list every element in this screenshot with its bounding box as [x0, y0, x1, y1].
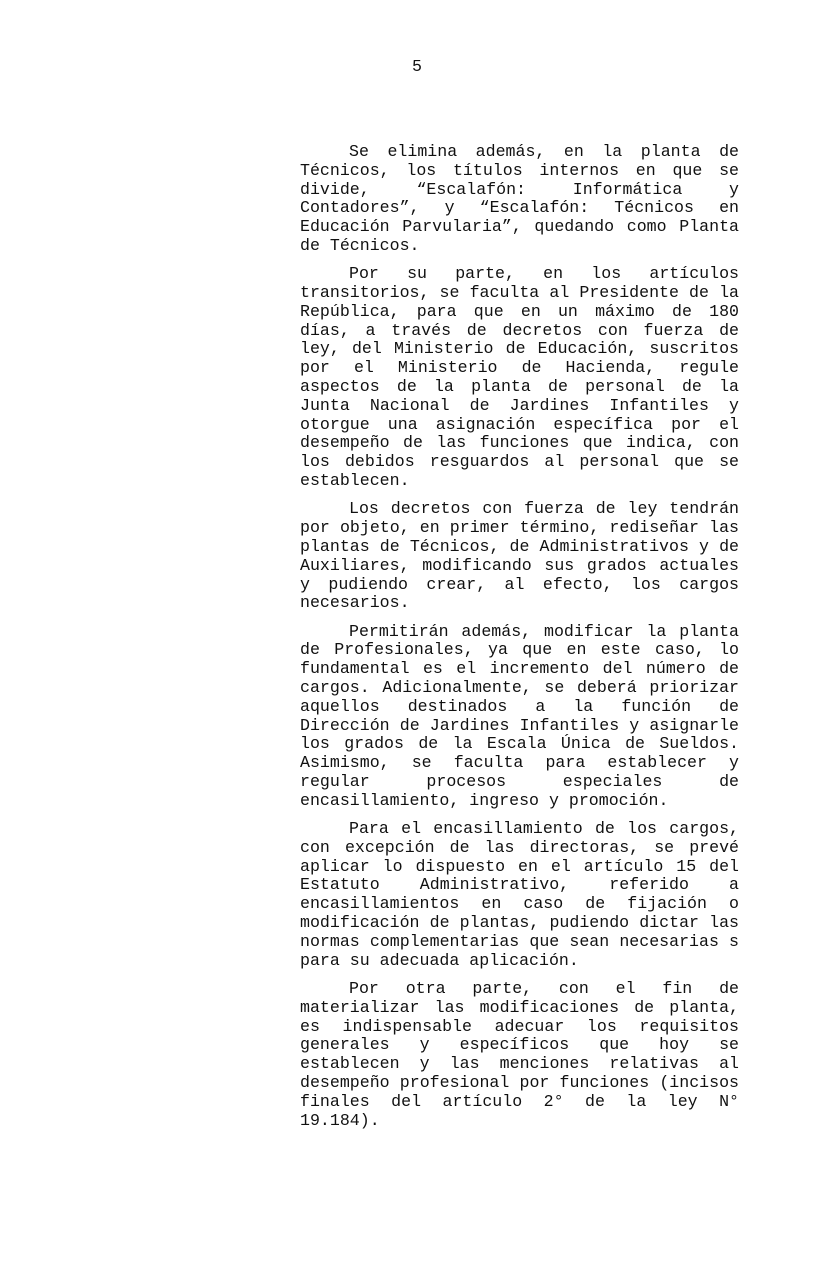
text-line: Para el encasillamiento de los cargos, [349, 819, 739, 839]
text-line: para su adecuada aplicación. [300, 950, 579, 970]
text-line: aspectos de la planta de personal de la [300, 377, 739, 397]
text-line: Educación Parvularia”, quedando como Planta [300, 217, 739, 237]
paragraph [300, 623, 739, 811]
paragraph [300, 980, 739, 1130]
paragraph [300, 820, 739, 970]
text-line: necesarios. [300, 593, 410, 613]
text-line: fundamental es el incremento del número de [300, 659, 739, 679]
text-line: modificación de plantas, pudiendo dictar las [300, 913, 739, 933]
text-line: 19.184). [300, 1110, 380, 1130]
text-line: los debidos resguardos al personal que se [300, 452, 739, 472]
text-line: aplicar lo dispuesto en el artículo 15 del [300, 856, 739, 876]
text-line: otorgue una asignación específica por el [300, 414, 739, 434]
paragraph [300, 143, 739, 256]
text-line: finales del artículo 2° de la ley N° [300, 1091, 739, 1111]
text-line: con excepción de las directoras, se prevé [300, 837, 739, 857]
text-line: divide, “Escalafón: Informática y [300, 179, 739, 199]
text-line: de Técnicos. [300, 235, 420, 255]
text-line: materializar las modificaciones de planta, [300, 997, 739, 1017]
text-line: días, a través de decretos con fuerza de [300, 320, 739, 340]
text-line: desempeño profesional por funciones (incisos [300, 1072, 739, 1092]
text-line: desempeño de las funciones que indica, con [300, 433, 739, 453]
text-line: plantas de Técnicos, de Administrativos y de [300, 536, 739, 556]
text-line: Por otra parte, con el fin de [349, 978, 739, 998]
paragraph [300, 500, 739, 613]
text-line: Los decretos con fuerza de ley tendrán [349, 499, 739, 519]
text-line: encasillamiento, ingreso y promoción. [300, 790, 669, 810]
text-line: aquellos destinados a la función de [300, 696, 739, 716]
text-line: por objeto, en primer término, rediseñar las [300, 518, 739, 538]
text-line: establecen. [300, 471, 410, 491]
text-line: generales y específicos que hoy se [300, 1035, 739, 1055]
page-number: 5 [412, 57, 422, 76]
text-line: transitorios, se faculta al Presidente de la [300, 283, 739, 303]
text-line: Técnicos, los títulos internos en que se [300, 160, 739, 180]
text-line: Por su parte, en los artículos [349, 264, 739, 284]
text-line: encasillamientos en caso de fijación o [300, 894, 739, 914]
text-line: Contadores”, y “Escalafón: Técnicos en [300, 198, 739, 218]
text-line: ley, del Ministerio de Educación, suscritos [300, 339, 739, 359]
text-line: regular procesos especiales de [300, 772, 739, 791]
text-line: por el Ministerio de Hacienda, regule [300, 358, 739, 378]
text-line: es indispensable adecuar los requisitos [300, 1016, 739, 1036]
text-line: Junta Nacional de Jardines Infantiles y [300, 395, 739, 415]
text-line: establecen y las menciones relativas al [300, 1054, 739, 1074]
text-line: República, para que en un máximo de 180 [300, 301, 739, 321]
paragraph [300, 265, 739, 491]
text-line: y pudiendo crear, al efecto, los cargos [300, 574, 739, 594]
text-line: Permitirán además, modificar la planta [349, 621, 739, 641]
text-line: Auxiliares, modificando sus grados actuales [300, 555, 739, 575]
text-line: Dirección de Jardines Infantiles y asignarle [300, 715, 739, 735]
text-line: Se elimina además, en la planta de [349, 142, 739, 161]
text-line: Asimismo, se faculta para establecer y [300, 753, 739, 773]
text-line: normas complementarias que sean necesarias s [300, 931, 739, 951]
text-line: cargos. Adicionalmente, se deberá priorizar [300, 678, 739, 698]
text-line: los grados de la Escala Única de Sueldos. [300, 734, 739, 754]
text-line: de Profesionales, ya que en este caso, lo [300, 640, 739, 660]
text-line: Estatuto Administrativo, referido a [300, 875, 739, 895]
document-body [300, 143, 739, 1140]
